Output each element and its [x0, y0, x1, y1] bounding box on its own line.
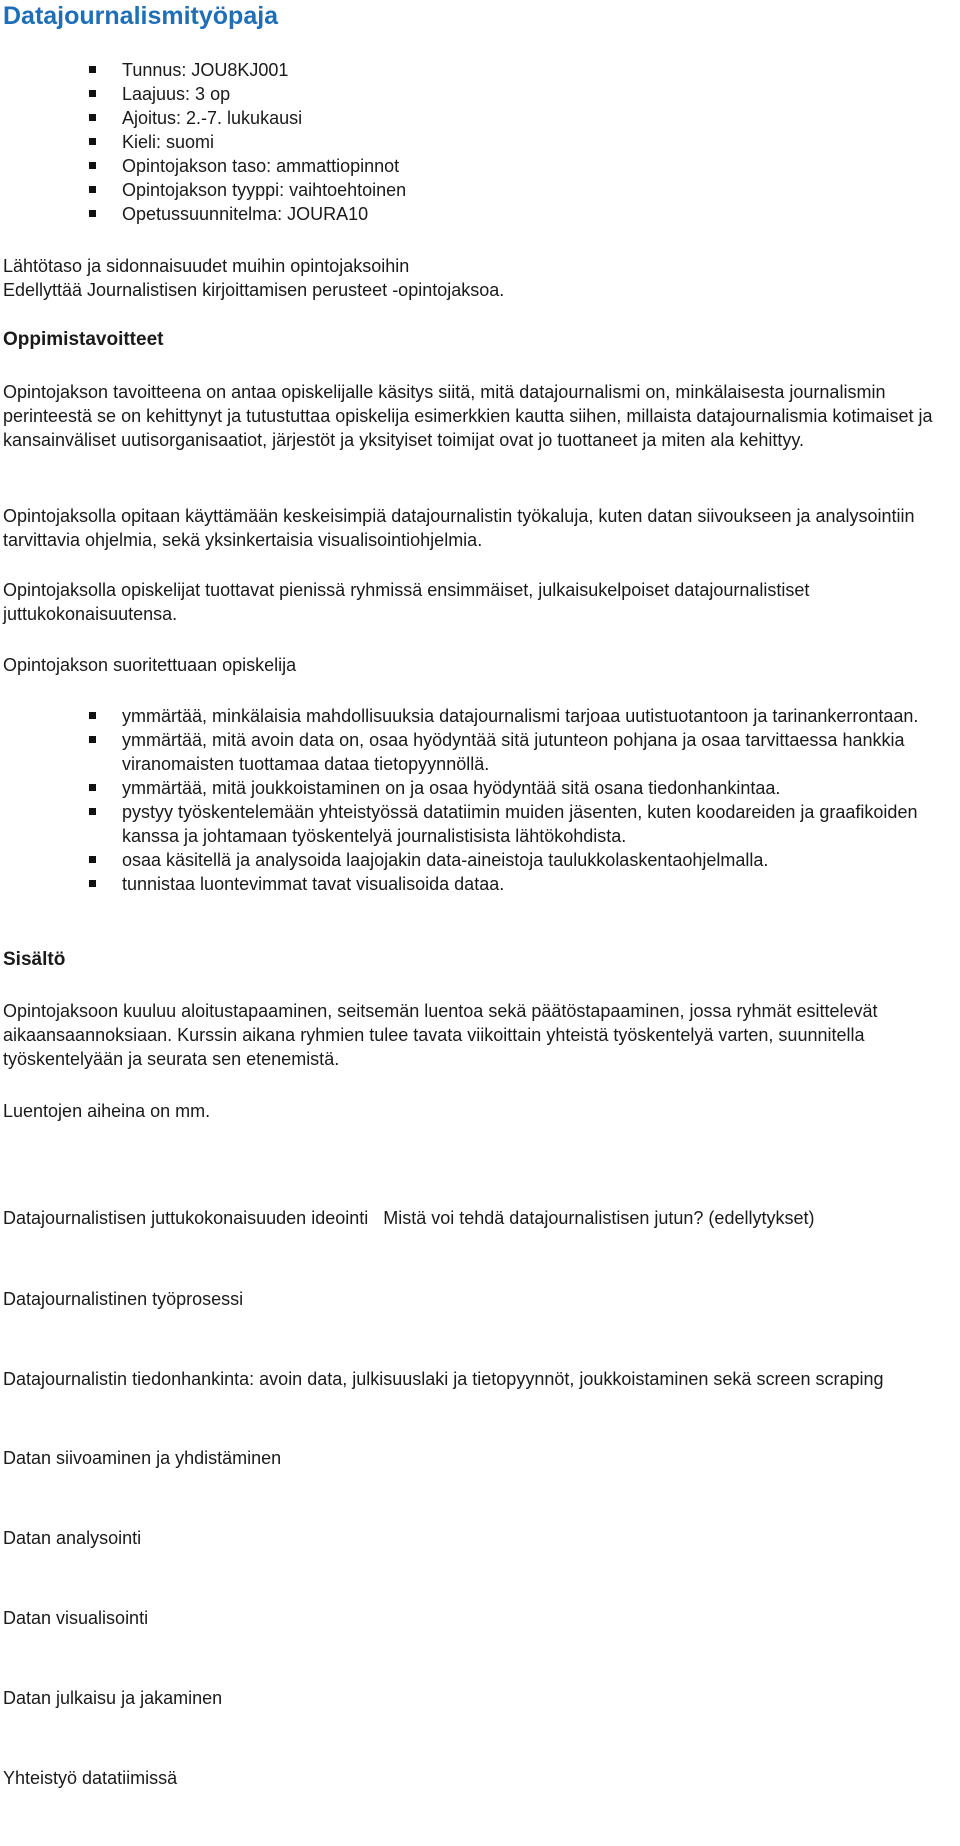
meta-item: Tunnus: JOU8KJ001 — [3, 58, 406, 82]
meta-item: Opintojakson taso: ammattiopinnot — [3, 154, 406, 178]
square-bullet-icon — [89, 856, 96, 863]
content-paragraph: Opintojaksoon kuuluu aloitustapaaminen, seitsemän luentoa sekä päätöstapaaminen, jossa ryhmät esittelevät aikaansaannoksiaan. Kurssin aikana ryhmien tulee tavata viikoittain yhteistä työskentelyä varten, suunnitella työskentelyään ja seurata sen etenemistä. — [3, 1001, 878, 1069]
prerequisites-text: Edellyttää Journalistisen kirjoittamisen perusteet -opintojaksoa. — [3, 280, 505, 300]
outcome-item: pystyy työskentelemään yhteistyössä datatiimin muiden jäsenten, kuten koodareiden ja graafikoiden kanssa ja johtamaan työskentelyä journalistisista lähtökohdista. — [3, 800, 958, 848]
meta-item: Laajuus: 3 op — [3, 82, 406, 106]
square-bullet-icon — [89, 808, 96, 815]
lecture-topic: Datan analysointi — [3, 1528, 142, 1549]
square-bullet-icon — [89, 66, 96, 73]
meta-item: Opintojakson tyyppi: vaihtoehtoinen — [3, 178, 406, 202]
outcome-item: ymmärtää, minkälaisia mahdollisuuksia datajournalismi tarjoaa uutistuotantoon ja tarinankerrontaan. — [3, 704, 958, 728]
lecture-topic: Datan visualisointi — [3, 1608, 149, 1629]
lecture-topics-list — [3, 1152, 958, 1846]
outcome-item: ymmärtää, mitä avoin data on, osaa hyödyntää sitä jutunteon pohjana ja osaa tarvittaessa hankkia viranomaisten tuottamaa dataa tietopyynnöllä. — [3, 728, 958, 776]
page-title: Datajournalismityöpaja — [3, 2, 279, 30]
lecture-topic: Datajournalistin tiedonhankinta: avoin data, julkisuuslaki ja tietopyynnöt, joukkoistaminen sekä screen scraping — [3, 1368, 884, 1389]
square-bullet-icon — [89, 736, 96, 743]
square-bullet-icon — [89, 712, 96, 719]
content-paragraph: Luentojen aiheina on mm. — [3, 1101, 211, 1121]
goals-paragraph: Opintojaksolla opitaan käyttämään keskeisimpiä datajournalistin työkaluja, kuten datan siivoukseen ja analysointiin tarvittavia ohjelmia, sekä yksinkertaisia visualisointiohjelmia. — [3, 506, 915, 550]
goals-paragraph: Opintojaksolla opiskelijat tuottavat pienissä ryhmissä ensimmäiset, julkaisukelpoiset datajournalistiset juttukokonaisuutensa. — [3, 580, 810, 624]
square-bullet-icon — [89, 138, 96, 145]
square-bullet-icon — [89, 784, 96, 791]
square-bullet-icon — [89, 90, 96, 97]
lecture-topic: Datajournalistinen työprosessi — [3, 1288, 244, 1309]
lecture-topic: Datan julkaisu ja jakaminen — [3, 1688, 223, 1709]
lecture-topic: Datan siivoaminen ja yhdistäminen — [3, 1448, 282, 1469]
meta-item: Kieli: suomi — [3, 130, 406, 154]
lecture-topic: Yhteistyö datatiimissä — [3, 1768, 178, 1789]
outcome-item: ymmärtää, mitä joukkoistaminen on ja osaa hyödyntää sitä osana tiedonhankintaa. — [3, 776, 958, 800]
goals-heading: Oppimistavoitteet — [3, 329, 164, 350]
content-heading: Sisältö — [3, 949, 66, 970]
prerequisites-section — [3, 254, 958, 302]
lecture-topic: Datajournalistisen juttukokonaisuuden ideointi Mistä voi tehdä datajournalistisen jutun? (edellytykset) — [3, 1208, 815, 1229]
square-bullet-icon — [89, 114, 96, 121]
meta-item: Opetussuunnitelma: JOURA10 — [3, 202, 406, 226]
square-bullet-icon — [89, 186, 96, 193]
learning-outcomes-list — [3, 704, 958, 896]
outcome-item: osaa käsitellä ja analysoida laajojakin data-aineistoja taulukkolaskentaohjelmalla. — [3, 848, 958, 872]
outcome-item: tunnistaa luontevimmat tavat visualisoida dataa. — [3, 872, 958, 896]
square-bullet-icon — [89, 210, 96, 217]
goals-paragraph: Opintojakson tavoitteena on antaa opiskelijalle käsitys siitä, mitä datajournalismi on, minkälaisesta journalismin perinteestä se on kehittynyt ja tutustuttaa opiskelija esimerkkien kautta siihen, millaista datajournalismia kotimaiset ja kansainväliset uutisorganisaatiot, järjestöt ja yksityiset toimijat ovat jo tuottaneet ja miten ala kehittyy. — [3, 382, 933, 450]
square-bullet-icon — [89, 880, 96, 887]
course-meta-list — [3, 58, 406, 226]
meta-item: Ajoitus: 2.-7. lukukausi — [3, 106, 406, 130]
prerequisites-title: Lähtötaso ja sidonnaisuudet muihin opintojaksoihin — [3, 256, 410, 276]
square-bullet-icon — [89, 162, 96, 169]
goals-paragraph: Opintojakson suoritettuaan opiskelija — [3, 655, 297, 675]
